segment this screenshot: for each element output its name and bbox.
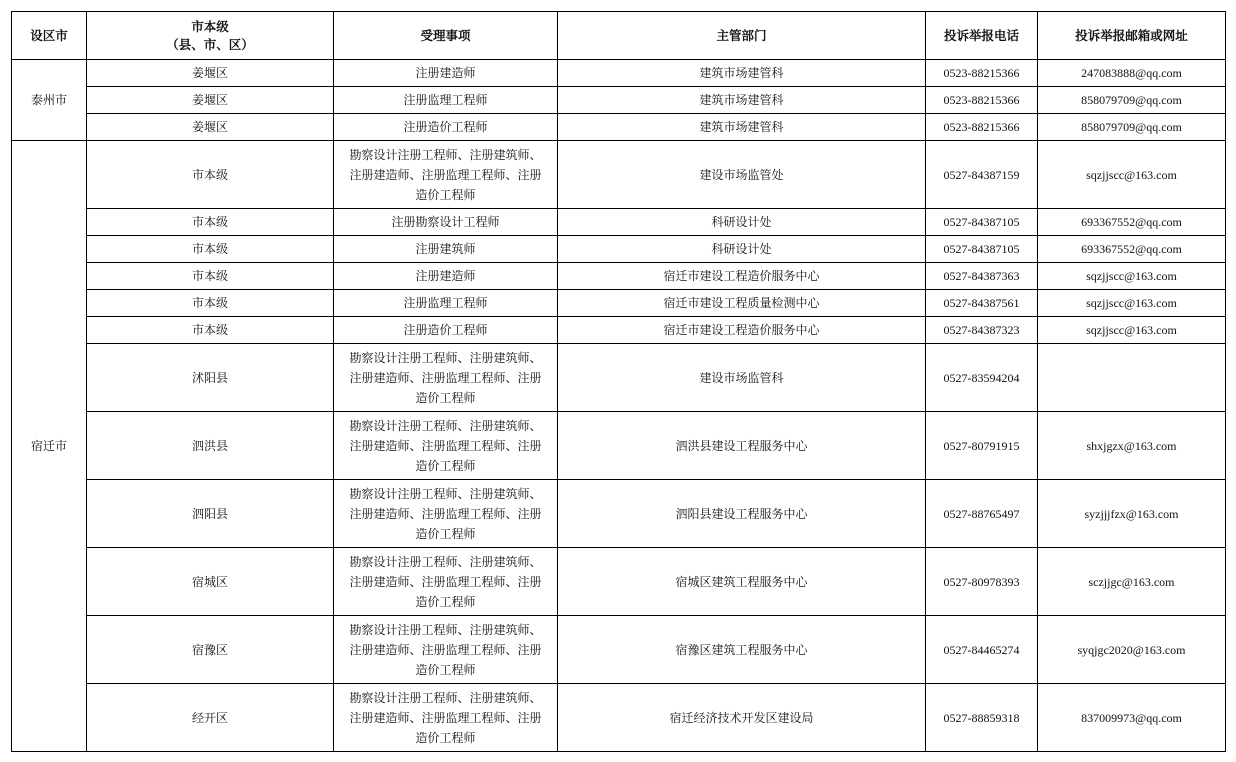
header-contact: 投诉举报邮箱或网址: [1038, 12, 1226, 60]
contact-cell: sqzjjscc@163.com: [1038, 290, 1226, 317]
contact-cell: 837009973@qq.com: [1038, 684, 1226, 752]
phone-cell: 0527-80978393: [926, 548, 1038, 616]
table-body: [12, 60, 1226, 752]
contact-cell: 858079709@qq.com: [1038, 87, 1226, 114]
item-line: 造价工程师: [415, 390, 476, 405]
item-cell: [334, 684, 558, 752]
phone-cell: 0527-84387363: [926, 263, 1038, 290]
department-cell: 宿迁市建设工程造价服务中心: [558, 263, 926, 290]
department-cell: 宿迁经济技术开发区建设局: [558, 684, 926, 752]
item-cell: [334, 480, 558, 548]
item-line: 注册建造师、注册监理工程师、注册: [349, 642, 542, 657]
item-line: 注册建造师: [415, 66, 476, 80]
department-cell: 建设市场监管处: [558, 141, 926, 209]
item-line: 勘察设计注册工程师、注册建筑师、: [349, 486, 542, 501]
department-cell: 建筑市场建管科: [558, 114, 926, 141]
area-cell: 姜堰区: [87, 60, 334, 87]
complaint-contact-table: [11, 11, 1226, 752]
table-row: [12, 60, 1226, 87]
contact-cell: 247083888@qq.com: [1038, 60, 1226, 87]
contact-cell: 693367552@qq.com: [1038, 209, 1226, 236]
item-cell: [334, 209, 558, 236]
area-cell: 市本级: [87, 263, 334, 290]
phone-cell: 0527-88859318: [926, 684, 1038, 752]
contact-cell: shxjgzx@163.com: [1038, 412, 1226, 480]
item-line: 造价工程师: [415, 662, 476, 677]
item-line: 勘察设计注册工程师、注册建筑师、: [349, 622, 542, 637]
area-cell: 市本级: [87, 317, 334, 344]
item-line: 注册建造师、注册监理工程师、注册: [349, 370, 542, 385]
item-line: 注册建造师、注册监理工程师、注册: [349, 506, 542, 521]
phone-cell: 0527-84465274: [926, 616, 1038, 684]
contact-cell: sczjjgc@163.com: [1038, 548, 1226, 616]
item-cell: [334, 263, 558, 290]
item-line: 造价工程师: [415, 730, 476, 745]
area-cell: 沭阳县: [87, 344, 334, 412]
contact-cell: syzjjjfzx@163.com: [1038, 480, 1226, 548]
item-line: 注册监理工程师: [403, 93, 488, 107]
contact-cell: [1038, 344, 1226, 412]
phone-cell: 0527-84387105: [926, 236, 1038, 263]
table-row: [12, 548, 1226, 616]
item-cell: [334, 60, 558, 87]
phone-cell: 0527-80791915: [926, 412, 1038, 480]
table-row: [12, 87, 1226, 114]
phone-cell: 0527-84387323: [926, 317, 1038, 344]
item-line: 勘察设计注册工程师、注册建筑师、: [349, 147, 542, 162]
table-row: [12, 263, 1226, 290]
phone-cell: 0523-88215366: [926, 114, 1038, 141]
department-cell: 宿迁市建设工程质量检测中心: [558, 290, 926, 317]
table-row: [12, 114, 1226, 141]
header-city: 设区市: [12, 12, 87, 60]
item-line: 注册建造师、注册监理工程师、注册: [349, 167, 542, 182]
department-cell: 科研设计处: [558, 209, 926, 236]
item-cell: [334, 236, 558, 263]
item-line: 造价工程师: [415, 594, 476, 609]
item-cell: [334, 141, 558, 209]
item-cell: [334, 412, 558, 480]
department-cell: 科研设计处: [558, 236, 926, 263]
header-level: [87, 12, 334, 60]
header-level-line2: （县、市、区）: [166, 36, 254, 52]
phone-cell: 0527-84387105: [926, 209, 1038, 236]
contact-cell: 693367552@qq.com: [1038, 236, 1226, 263]
table-row: [12, 412, 1226, 480]
item-line: 注册监理工程师: [403, 296, 488, 310]
area-cell: 市本级: [87, 236, 334, 263]
item-line: 勘察设计注册工程师、注册建筑师、: [349, 350, 542, 365]
department-cell: 建筑市场建管科: [558, 87, 926, 114]
item-line: 注册建造师、注册监理工程师、注册: [349, 438, 542, 453]
table-row: [12, 480, 1226, 548]
header-level-line1: 市本级: [191, 18, 229, 34]
table-row: [12, 236, 1226, 263]
item-line: 勘察设计注册工程师、注册建筑师、: [349, 418, 542, 433]
item-line: 造价工程师: [415, 187, 476, 202]
phone-cell: 0523-88215366: [926, 87, 1038, 114]
contact-cell: syqjgc2020@163.com: [1038, 616, 1226, 684]
area-cell: 姜堰区: [87, 114, 334, 141]
item-cell: [334, 290, 558, 317]
table-header-row: [12, 12, 1226, 60]
department-cell: 泗洪县建设工程服务中心: [558, 412, 926, 480]
department-cell: 宿豫区建筑工程服务中心: [558, 616, 926, 684]
item-line: 注册建造师: [415, 269, 476, 283]
table-row: [12, 344, 1226, 412]
area-cell: 宿豫区: [87, 616, 334, 684]
area-cell: 姜堰区: [87, 87, 334, 114]
department-cell: 宿城区建筑工程服务中心: [558, 548, 926, 616]
table-row: [12, 141, 1226, 209]
item-cell: [334, 548, 558, 616]
area-cell: 经开区: [87, 684, 334, 752]
department-cell: 建筑市场建管科: [558, 60, 926, 87]
city-cell: 宿迁市: [12, 141, 87, 752]
contact-cell: sqzjjscc@163.com: [1038, 263, 1226, 290]
table-row: [12, 317, 1226, 344]
item-line: 注册造价工程师: [403, 120, 488, 134]
header-phone: 投诉举报电话: [926, 12, 1038, 60]
area-cell: 泗洪县: [87, 412, 334, 480]
item-line: 勘察设计注册工程师、注册建筑师、: [349, 690, 542, 705]
area-cell: 泗阳县: [87, 480, 334, 548]
header-item: 受理事项: [334, 12, 558, 60]
item-line: 注册建造师、注册监理工程师、注册: [349, 710, 542, 725]
area-cell: 市本级: [87, 209, 334, 236]
city-cell: 泰州市: [12, 60, 87, 141]
contact-cell: sqzjjscc@163.com: [1038, 317, 1226, 344]
item-cell: [334, 344, 558, 412]
item-line: 注册造价工程师: [403, 323, 488, 337]
item-cell: [334, 616, 558, 684]
table-row: [12, 209, 1226, 236]
department-cell: 宿迁市建设工程造价服务中心: [558, 317, 926, 344]
table-row: [12, 616, 1226, 684]
header-department: 主管部门: [558, 12, 926, 60]
item-cell: [334, 317, 558, 344]
department-cell: 建设市场监管科: [558, 344, 926, 412]
area-cell: 市本级: [87, 290, 334, 317]
area-cell: 市本级: [87, 141, 334, 209]
item-line: 勘察设计注册工程师、注册建筑师、: [349, 554, 542, 569]
table-row: [12, 684, 1226, 752]
item-line: 造价工程师: [415, 458, 476, 473]
item-line: 注册建造师、注册监理工程师、注册: [349, 574, 542, 589]
area-cell: 宿城区: [87, 548, 334, 616]
phone-cell: 0523-88215366: [926, 60, 1038, 87]
item-line: 注册勘察设计工程师: [391, 215, 500, 229]
phone-cell: 0527-84387159: [926, 141, 1038, 209]
item-line: 注册建筑师: [415, 242, 476, 256]
item-cell: [334, 87, 558, 114]
phone-cell: 0527-84387561: [926, 290, 1038, 317]
phone-cell: 0527-88765497: [926, 480, 1038, 548]
contact-cell: sqzjjscc@163.com: [1038, 141, 1226, 209]
department-cell: 泗阳县建设工程服务中心: [558, 480, 926, 548]
table-row: [12, 290, 1226, 317]
phone-cell: 0527-83594204: [926, 344, 1038, 412]
item-line: 造价工程师: [415, 526, 476, 541]
item-cell: [334, 114, 558, 141]
contact-cell: 858079709@qq.com: [1038, 114, 1226, 141]
